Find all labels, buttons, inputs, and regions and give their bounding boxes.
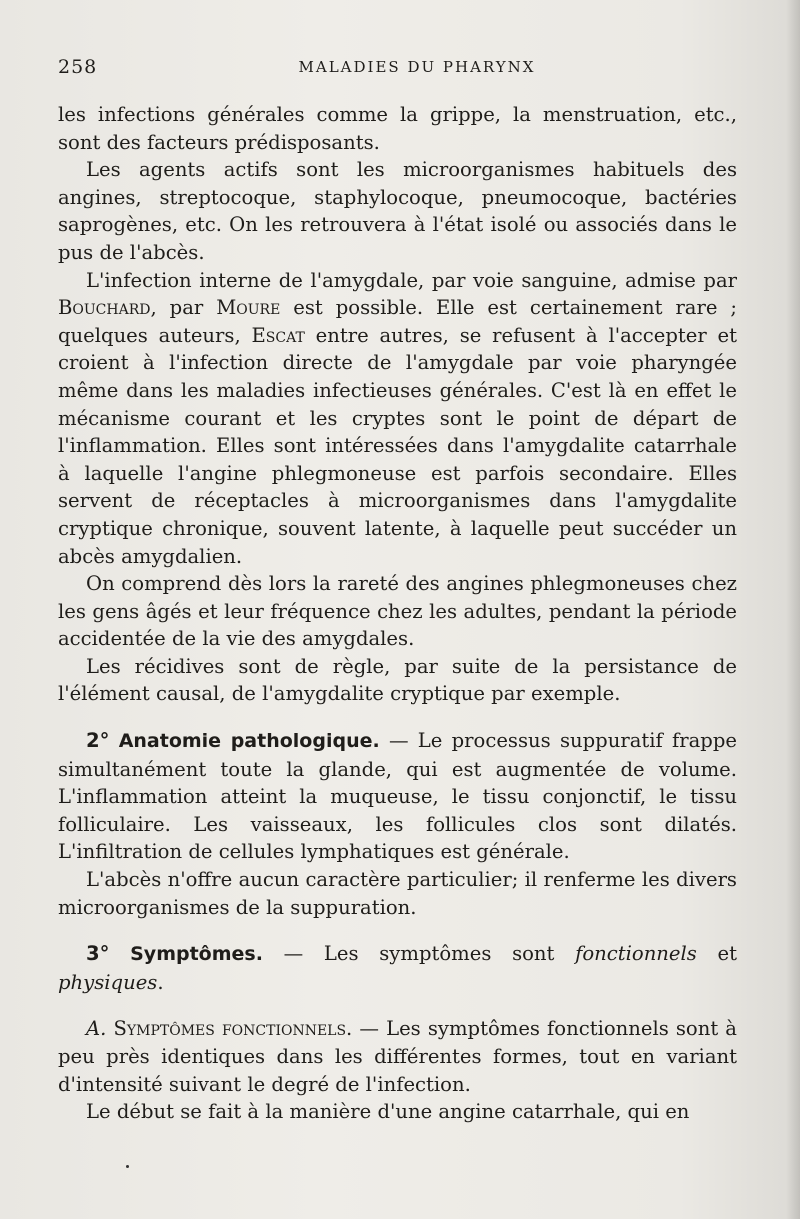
paragraph-6: L'abcès n'offre aucun caractère particulier; il renferme les divers microorganismes de la suppuration. (58, 868, 737, 919)
paragraph-3-text-b: , par (150, 296, 217, 320)
paragraph-3 (58, 267, 737, 571)
section-3-italic-fonctionnels: fonctionnels (575, 942, 697, 966)
subsection-a-dash: — (359, 1017, 379, 1041)
page-number: 258 (58, 56, 98, 78)
section-3-text-a: Les symptômes sont (303, 942, 576, 966)
page-edge-shadow (786, 0, 800, 1219)
subsection-a-letter: A. (86, 1017, 107, 1041)
subsection-a-text: Les symptômes fonctionnels sont à peu près identiques dans les différentes formes, tout en variant d'intensité suivant le degré de l'infection. (58, 1017, 737, 1096)
paragraph-1: les infections générales comme la grippe, la menstruation, etc., sont des facteurs prédisposants. (58, 103, 737, 154)
author-moure: Moure (216, 296, 281, 320)
section-3-text-c: . (157, 970, 164, 994)
section-anatomie-pathologique (58, 727, 737, 866)
section-3-title: Symptômes. (130, 943, 263, 966)
section-2-title: Anatomie pathologique. (118, 730, 380, 753)
section-2-dash: — (388, 729, 409, 753)
subsection-a-title: Symptômes fonctionnels. (113, 1017, 353, 1041)
paragraph-4: On comprend dès lors la rareté des angines phlegmoneuses chez les gens âgés et leur fréquence chez les adultes, pendant la période accidentée de la vie des amygdales. (58, 572, 737, 651)
paragraph-2: Les agents actifs sont les microorganismes habituels des angines, streptocoque, staphylocoque, pneumocoque, bactéries saprogènes, etc. On les retrouvera à l'état isolé ou associés dans le pus de l'abcès. (58, 158, 737, 264)
page-header (58, 56, 736, 86)
paragraph-7: Le début se fait à la manière d'une angine catarrhale, qui en (86, 1100, 690, 1124)
author-bouchard: Bouchard (58, 296, 151, 320)
author-escat: Escat (251, 323, 305, 347)
section-3-italic-physiques: physiques (58, 970, 158, 994)
section-3-number: 3° (86, 942, 110, 966)
section-3-dash: — (283, 942, 304, 966)
section-2-text: Le processus suppuratif frappe simultanément toute la glande, qui est augmentée de volume. L'inflammation atteint la muqueuse, le tissu conjonctif, le tissu folliculaire. Les vaisseaux, les follicules clos sont dilatés. L'infiltration de cellules lymphatiques est générale. (58, 729, 737, 864)
subsection-symptomes-fonctionnels (58, 1015, 737, 1098)
paragraph-3-text-a: L'infection interne de l'amygdale, par voie sanguine, admise par (86, 268, 737, 292)
section-3-text-b: et (696, 942, 737, 966)
running-head: MALADIES DU PHARYNX (298, 58, 536, 76)
body-text (58, 101, 737, 1126)
paragraph-3-text-c: est possible. Elle est certainement rare ; quelques auteurs, (58, 296, 737, 347)
paragraph-5: Les récidives sont de règle, par suite de la persistance de l'élément causal, de l'amygdalite cryptique par exemple. (58, 654, 737, 706)
ink-speck (126, 1165, 129, 1168)
section-symptomes (58, 940, 737, 996)
paragraph-3-text-d: entre autres, se refusent à l'accepter et croient à l'infection directe de l'amygdale par voie pharyngée même dans les maladies infectieuses générales. C'est là en effet le mécanisme courant et les cryptes sont le point de départ de l'inflammation. Elles sont intéressées dans l'amygdalite catarrhale à laquelle l'angine phlegmoneuse est parfois secondaire. Elles servent de réceptacles à microorganismes dans l'amygdalite cryptique chronique, souvent latente, à laquelle peut succéder un abcès amygdalien. (58, 323, 737, 568)
section-2-number: 2° (86, 729, 110, 753)
